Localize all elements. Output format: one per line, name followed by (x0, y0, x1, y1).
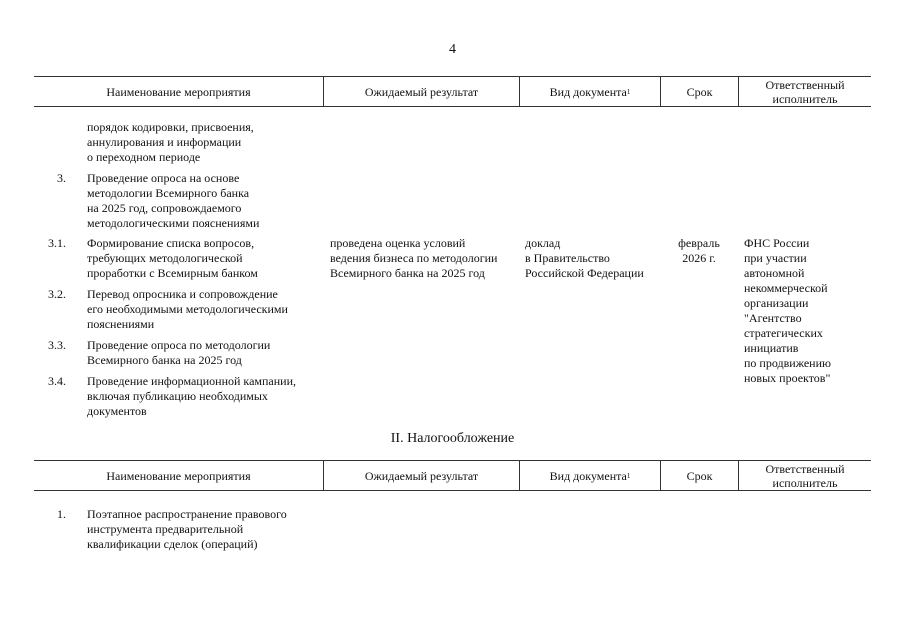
row-text: Проведение опроса на основе методологии Всемирного банка на 2025 год, сопровождаемого методологическими пояснениями (87, 171, 260, 230)
section-title: II. Налогообложение (390, 431, 515, 446)
row-number: 3.4. (48, 374, 66, 388)
table2-header-bottom-rule (34, 490, 871, 491)
row-text: Проведение опроса по методологии Всемирного банка на 2025 год (87, 338, 271, 367)
row-number: 3. (57, 171, 66, 185)
row-text: Проведение информационной кампании, включая публикацию необходимых документов (87, 374, 296, 418)
row-number: 3.1. (48, 236, 66, 250)
header-deadline: Срок (686, 84, 713, 99)
row-number: 3.3. (48, 338, 66, 352)
deadline: февраль 2026 г. (678, 236, 720, 265)
header-doc-type-label: Вид документа (549, 84, 627, 99)
header-result: Ожидаемый результат (364, 468, 479, 483)
row-number: 3.2. (48, 287, 66, 301)
table1-header-bottom-rule (34, 106, 871, 107)
header-name: Наименование мероприятия (106, 468, 251, 483)
header-responsible: Ответственный исполнитель (765, 77, 845, 106)
header-result: Ожидаемый результат (364, 84, 479, 99)
header-doc-type: Вид документа 1 (549, 84, 631, 99)
header-name: Наименование мероприятия (106, 84, 251, 99)
header-doc-type: Вид документа 1 (549, 468, 631, 483)
row-text: Перевод опросника и сопровождение его необходимыми методологическими пояснениями (87, 287, 288, 331)
row-text: Формирование списка вопросов, требующих методологической проработки с Всемирным банком (87, 236, 258, 280)
header-deadline: Срок (686, 468, 713, 483)
responsible-executor: ФНС России при участии автономной некоммерческой организации "Агентство стратегических инициатив по продвижению новых проектов" (744, 236, 831, 385)
row-number: 1. (57, 507, 66, 521)
page-number: 4 (449, 42, 456, 57)
header-doc-type-label: Вид документа (549, 468, 627, 483)
expected-result: проведена оценка условий ведения бизнеса по методологии Всемирного банка на 2025 год (330, 236, 498, 280)
document-type: доклад в Правительство Российской Федерации (525, 236, 644, 280)
row-text: Поэтапное распространение правового инструмента предварительной квалификации сделок (операций) (87, 507, 287, 551)
header-responsible: Ответственный исполнитель (765, 461, 845, 490)
continuation-text: порядок кодировки, присвоения, аннулирования и информации о переходном периоде (87, 120, 254, 164)
